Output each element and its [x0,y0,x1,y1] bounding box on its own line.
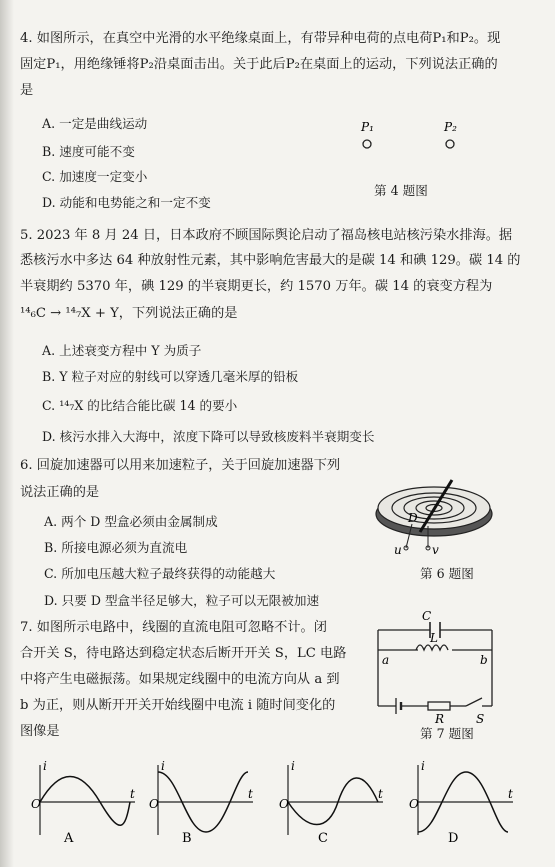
switch-label: S [476,712,485,726]
capacitor-label: C [422,609,432,623]
q4-caption: 第 4 题图 [374,183,428,198]
axis-t-label: t [508,787,513,801]
q4-stem-line1: 4. 如图所示，在真空中光滑的水平绝缘桌面上，有带异种电荷的点电荷P₁和P₂。现 [20,31,501,46]
origin-label: O [149,797,159,811]
q4-option-d: D. 动能和电势能之和一定不变 [42,195,211,210]
q5-stem-line2: 悉核污水中多达 64 种放射性元素，其中影响危害最大的是碳 14 和碘 129。碳 14 的 [20,253,521,268]
graph-option-b [148,760,258,845]
q7-stem-line2: 合开关 S，待电路达到稳定状态后断开开关 S，LC 电路 [20,646,347,661]
origin-label: O [409,797,419,811]
q7-stem-line3: 中将产生电磁振荡。如果规定线圈中的电流方向从 a 到 [20,672,340,687]
q4-option-a: A. 一定是曲线运动 [42,116,148,131]
q4-stem-line3: 是 [20,83,34,98]
q4-stem-line2: 固定P₁，用绝缘锤将P₂沿桌面击出。关于此后P₂在桌面上的运动，下列说法正确的 [20,57,498,72]
d-box-label: D [408,511,418,525]
q4-figure [355,118,465,158]
resistor [428,702,450,710]
q5-option-b: B. Y 粒子对应的射线可以穿透几毫米厚的铅板 [42,369,299,384]
inductor-label: L [430,631,438,645]
q5-stem-line1: 5. 2023 年 8 月 24 日，日本政府不顾国际舆论启动了福岛核电站核污染水排海。据 [20,228,513,243]
option-b-label: B [182,831,192,846]
terminal-u-label: u [394,543,402,557]
resistor-label: R [435,712,445,726]
q5-option-c: C. ¹⁴₇X 的比结合能比碳 14 的要小 [42,398,238,413]
charge-p1 [363,140,371,148]
q5-option-d: D. 核污水排入大海中，浓度下降可以导致核废料半衰期变长 [42,429,375,444]
origin-label: O [279,797,289,811]
curve-a [40,777,130,826]
axis-i-label: i [161,759,165,773]
q6-caption: 第 6 题图 [420,566,474,581]
option-c-label: C [318,831,328,846]
q6-option-a: A. 两个 D 型盒必须由金属制成 [44,514,218,529]
q7-stem-line5: 图像是 [20,724,60,739]
q6-option-b: B. 所接电源必须为直流电 [44,540,188,555]
charge-p2 [446,140,454,148]
node-a-label: a [382,653,390,667]
axis-i-label: i [291,759,295,773]
graph-option-c [278,760,388,845]
q5-option-a: A. 上述衰变方程中 Y 为质子 [42,343,202,358]
q7-caption: 第 7 题图 [420,726,474,741]
q5-equation: ¹⁴₆C → ¹⁴₇X + Y，下列说法正确的是 [20,306,238,321]
axis-t-label: t [378,787,383,801]
axis-t-label: t [130,787,135,801]
graph-option-a [30,760,140,845]
q6-option-d: D. 只要 D 型盒半径足够大，粒子可以无限被加速 [44,593,320,608]
curve-c [288,778,378,825]
q5-stem-line3: 半衰期约 5370 年，碘 129 的半衰期更长，约 1570 万年。碳 14 的衰变方程为 [20,279,493,294]
axis-t-label: t [248,787,253,801]
charge-p2-label: P₂ [444,120,457,134]
q6-stem-line2: 说法正确的是 [20,485,100,500]
origin-label: O [31,797,41,811]
switch [466,698,482,706]
q4-option-b: B. 速度可能不变 [42,144,135,159]
node-b-label: b [480,653,488,667]
q7-stem-line4: b 为正，则从断开开关开始线圈中电流 i 随时间变化的 [20,698,336,713]
lc-circuit-figure [370,609,500,726]
charge-p1-label: P₁ [361,120,374,134]
axis-i-label: i [43,759,47,773]
q7-stem-line1: 7. 如图所示电路中，线圈的直流电阻可忽略不计。闭 [20,620,327,635]
scan-edge [0,0,14,867]
option-d-label: D [448,831,459,846]
q6-stem-line1: 6. 回旋加速器可以用来加速粒子，关于回旋加速器下列 [20,458,341,473]
graph-option-d [408,760,518,845]
q6-option-c: C. 所加电压越大粒子最终获得的动能越大 [44,566,276,581]
cyclotron-figure [372,462,502,557]
axis-i-label: i [421,759,425,773]
terminal-v-label: v [432,543,439,557]
option-a-label: A [64,831,74,846]
q4-option-c: C. 加速度一定变小 [42,169,148,184]
